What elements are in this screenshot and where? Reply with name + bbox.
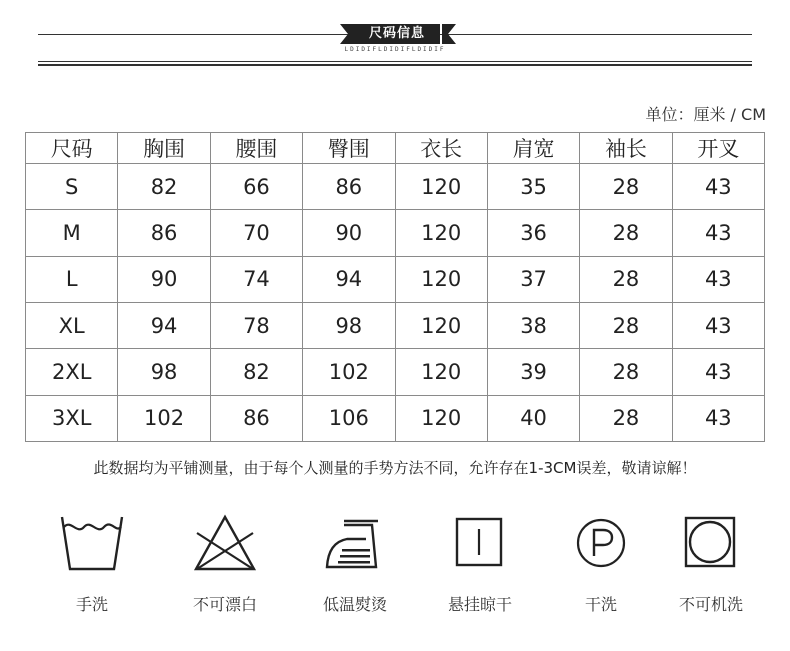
table-cell: 43 bbox=[672, 210, 764, 256]
table-cell: 28 bbox=[580, 256, 672, 302]
measurement-note: 此数据均为平铺测量，由于每个人测量的手势方法不同，允许存在1-3CM误差，敬请谅解！ bbox=[93, 459, 697, 477]
table-cell: 120 bbox=[395, 256, 487, 302]
table-cell: 40 bbox=[487, 395, 579, 441]
column-header: 腰围 bbox=[210, 133, 302, 164]
table-cell: 98 bbox=[118, 349, 210, 395]
care-label: 低温熨烫 bbox=[322, 595, 387, 614]
table-cell: 37 bbox=[487, 256, 579, 302]
column-header: 臀围 bbox=[303, 133, 395, 164]
column-header: 衣长 bbox=[395, 133, 487, 164]
table-cell: 120 bbox=[395, 164, 487, 210]
table-cell: 94 bbox=[118, 302, 210, 348]
table-cell: 90 bbox=[303, 210, 395, 256]
table-cell: 86 bbox=[303, 164, 395, 210]
column-header: 肩宽 bbox=[487, 133, 579, 164]
care-item-no-machine-wash bbox=[646, 508, 776, 615]
care-label: 手洗 bbox=[75, 595, 108, 614]
care-label: 悬挂晾干 bbox=[447, 595, 512, 614]
table-cell: 120 bbox=[395, 395, 487, 441]
table-cell: 70 bbox=[210, 210, 302, 256]
table-cell: 43 bbox=[672, 256, 764, 302]
table-row bbox=[26, 256, 765, 302]
column-header: 尺码 bbox=[26, 133, 118, 164]
table-cell: 28 bbox=[580, 395, 672, 441]
table-cell: 82 bbox=[210, 349, 302, 395]
header-subtitle: LDIDIFLDIDIFLDIDIF bbox=[344, 46, 446, 53]
table-row bbox=[26, 349, 765, 395]
dry-clean-icon bbox=[568, 513, 634, 573]
table-row bbox=[26, 395, 765, 441]
care-label: 不可机洗 bbox=[678, 595, 743, 614]
left-arrow-decoration-icon bbox=[340, 24, 354, 44]
size-cell: L bbox=[26, 256, 118, 302]
care-item-hand-wash bbox=[27, 508, 157, 615]
right-arrow-decoration-icon bbox=[442, 24, 456, 44]
table-cell: 94 bbox=[303, 256, 395, 302]
care-item-hang-dry bbox=[415, 508, 545, 615]
hang-dry-icon bbox=[447, 513, 513, 573]
table-cell: 98 bbox=[303, 302, 395, 348]
care-item-no-bleach bbox=[160, 508, 290, 615]
table-cell: 36 bbox=[487, 210, 579, 256]
size-cell: XL bbox=[26, 302, 118, 348]
hand-wash-icon bbox=[59, 513, 125, 573]
header-badge bbox=[340, 24, 456, 44]
table-cell: 28 bbox=[580, 210, 672, 256]
column-header: 胸围 bbox=[118, 133, 210, 164]
header-bottom-line bbox=[38, 61, 752, 62]
table-cell: 74 bbox=[210, 256, 302, 302]
size-cell: 3XL bbox=[26, 395, 118, 441]
table-cell: 106 bbox=[303, 395, 395, 441]
table-cell: 35 bbox=[487, 164, 579, 210]
table-cell: 28 bbox=[580, 349, 672, 395]
table-cell: 43 bbox=[672, 302, 764, 348]
column-header: 开叉 bbox=[672, 133, 764, 164]
table-cell: 28 bbox=[580, 302, 672, 348]
table-cell: 82 bbox=[118, 164, 210, 210]
header-title: 尺码信息 bbox=[354, 24, 440, 44]
table-cell: 43 bbox=[672, 395, 764, 441]
table-row bbox=[26, 164, 765, 210]
care-label: 干洗 bbox=[584, 595, 617, 614]
table-cell: 90 bbox=[118, 256, 210, 302]
table-cell: 102 bbox=[118, 395, 210, 441]
table-cell: 43 bbox=[672, 164, 764, 210]
table-cell: 38 bbox=[487, 302, 579, 348]
table-cell: 78 bbox=[210, 302, 302, 348]
table-cell: 28 bbox=[580, 164, 672, 210]
table-cell: 120 bbox=[395, 302, 487, 348]
no-machine-wash-icon bbox=[678, 513, 744, 573]
table-cell: 66 bbox=[210, 164, 302, 210]
table-cell: 120 bbox=[395, 349, 487, 395]
unit-label: 单位：厘米 / CM bbox=[645, 105, 766, 124]
table-row bbox=[26, 210, 765, 256]
column-header: 袖长 bbox=[580, 133, 672, 164]
table-cell: 120 bbox=[395, 210, 487, 256]
table-cell: 86 bbox=[210, 395, 302, 441]
size-cell: M bbox=[26, 210, 118, 256]
table-cell: 86 bbox=[118, 210, 210, 256]
table-cell: 39 bbox=[487, 349, 579, 395]
no-bleach-icon bbox=[192, 513, 258, 573]
table-cell: 102 bbox=[303, 349, 395, 395]
care-label: 不可漂白 bbox=[192, 595, 257, 614]
low-iron-icon bbox=[322, 513, 388, 573]
size-cell: 2XL bbox=[26, 349, 118, 395]
section-header bbox=[0, 0, 790, 80]
table-header-row bbox=[26, 133, 765, 164]
table-cell: 43 bbox=[672, 349, 764, 395]
care-item-low-iron bbox=[290, 508, 420, 615]
table-row bbox=[26, 302, 765, 348]
header-bottom-thick-line bbox=[38, 64, 752, 66]
size-table bbox=[25, 132, 765, 442]
size-cell: S bbox=[26, 164, 118, 210]
